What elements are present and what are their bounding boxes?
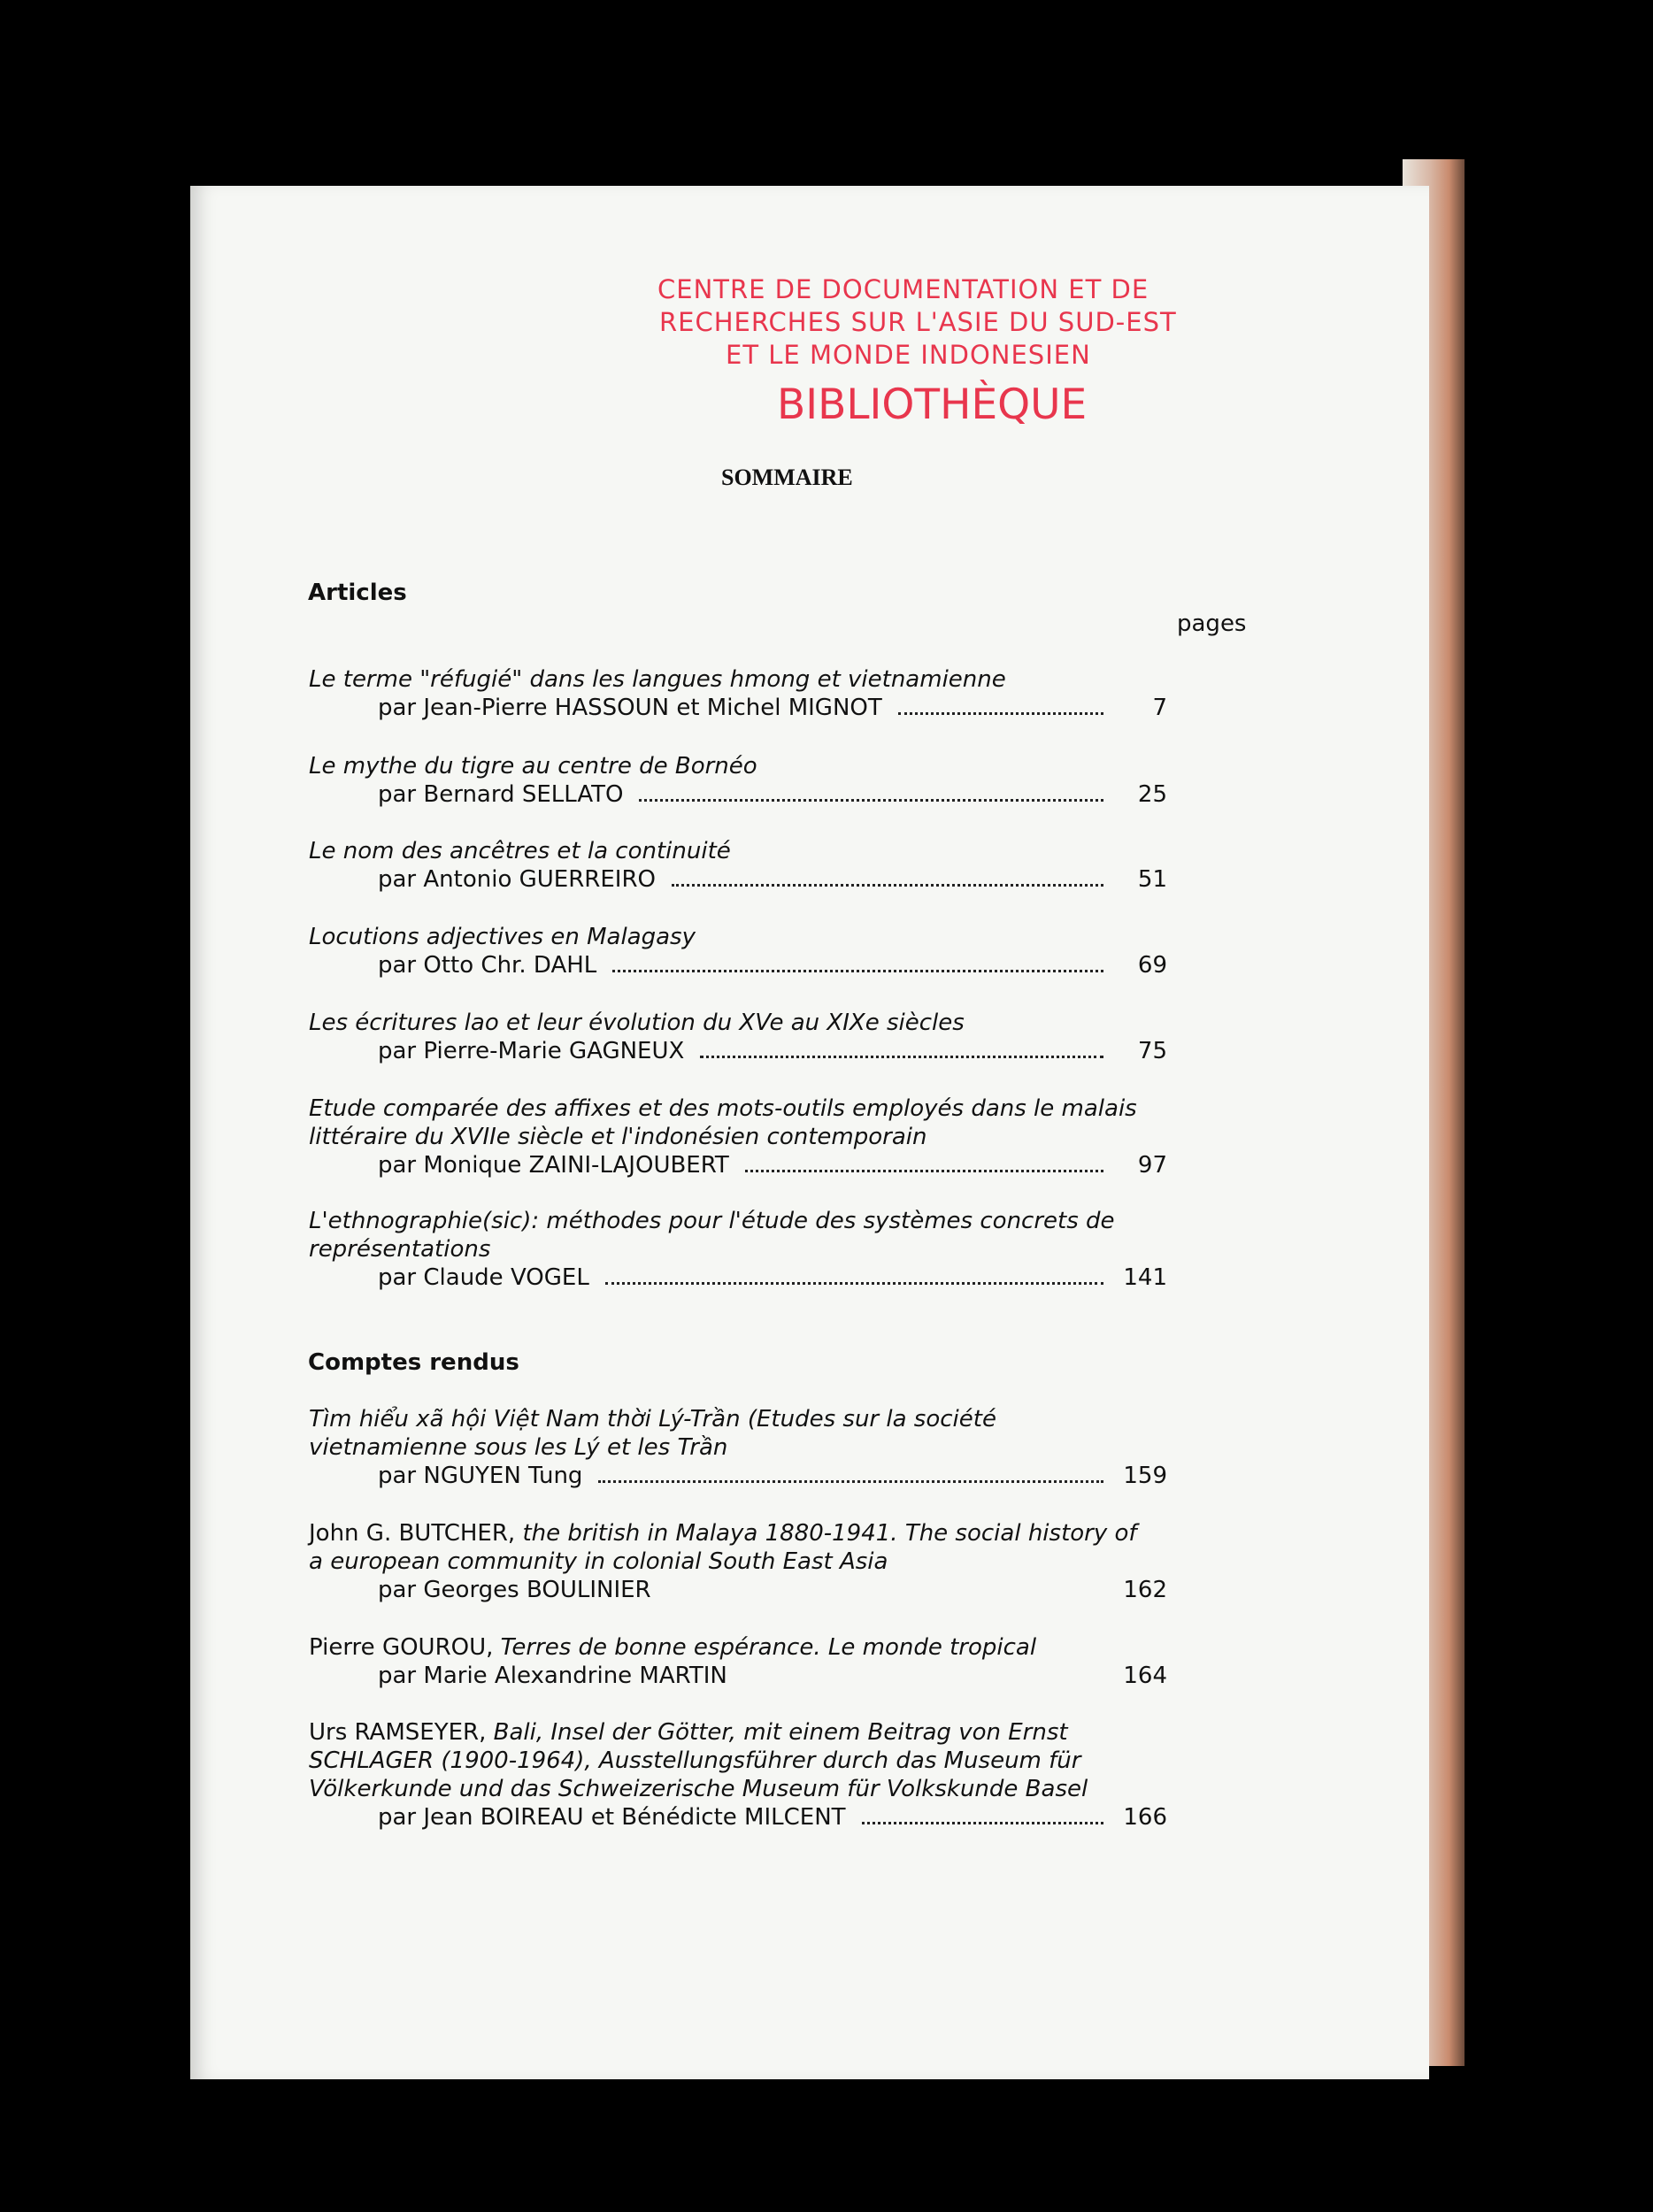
article-page: 75 <box>1137 1038 1167 1064</box>
review-entry <box>309 1633 1167 1690</box>
review-entry <box>309 1718 1167 1832</box>
stamp-line-4: BIBLIOTHÈQUE <box>777 380 1088 429</box>
articles-heading: Articles <box>308 580 407 606</box>
article-author: par Bernard SELLATO <box>378 781 624 808</box>
article-entry <box>309 1207 1167 1292</box>
review-page: 166 <box>1123 1804 1167 1831</box>
dot-leader <box>898 712 1103 715</box>
review-title: Terres de bonne espérance. Le monde tropical <box>500 1634 1037 1661</box>
review-lead: Pierre GOUROU, <box>309 1634 501 1661</box>
article-title: Le mythe du tigre au centre de Bornéo <box>309 753 757 780</box>
review-author: par Jean BOIREAU et Bénédicte MILCENT <box>378 1804 846 1831</box>
page-title: SOMMAIRE <box>721 465 853 490</box>
dot-leader <box>605 1282 1103 1285</box>
article-entry <box>309 923 1167 979</box>
article-author: par Monique ZAINI-LAJOUBERT <box>378 1152 729 1179</box>
review-entry <box>309 1519 1167 1604</box>
review-page: 162 <box>1123 1577 1167 1603</box>
review-lead: Urs RAMSEYER, <box>309 1719 494 1746</box>
review-lead: John G. BUTCHER, <box>309 1520 523 1547</box>
article-title: Les écritures lao et leur évolution du XVe au XIXe siècles <box>309 1010 965 1036</box>
article-author: par Claude VOGEL <box>378 1264 589 1291</box>
dot-leader <box>598 1480 1103 1483</box>
article-title: Le nom des ancêtres et la continuité <box>309 838 731 864</box>
article-page: 69 <box>1137 952 1167 979</box>
article-entry <box>309 752 1167 809</box>
review-author: par Marie Alexandrine MARTIN <box>378 1663 727 1689</box>
article-entry <box>309 1094 1167 1179</box>
review-page: 159 <box>1123 1463 1167 1489</box>
article-entry <box>309 1009 1167 1065</box>
dot-leader <box>612 970 1103 972</box>
dot-leader <box>745 1170 1103 1172</box>
article-author: par Antonio GUERREIRO <box>378 866 656 893</box>
review-entry <box>309 1405 1167 1490</box>
article-page: 7 <box>1152 695 1167 721</box>
dot-leader <box>639 799 1103 802</box>
article-page: 141 <box>1123 1264 1167 1291</box>
pages-column-header: pages <box>1177 611 1247 637</box>
dot-leader <box>672 884 1103 887</box>
dot-leader <box>700 1056 1103 1058</box>
review-title: the british in Malaya 1880-1941. The social history of a european community in colonial South East Asia <box>309 1520 1137 1575</box>
article-title: Etude comparée des affixes et des mots-outils employés dans le malais littéraire du XVIIe siècle et l'indonésien contemporain <box>309 1095 1137 1150</box>
article-page: 25 <box>1137 781 1167 808</box>
article-author: par Jean-Pierre HASSOUN et Michel MIGNOT <box>378 695 882 721</box>
article-entry <box>309 837 1167 894</box>
stamp-line-2: RECHERCHES SUR L'ASIE DU SUD-EST <box>659 307 1177 337</box>
article-title: Le terme "réfugié" dans les langues hmong et vietnamienne <box>309 666 1006 693</box>
stamp-line-1: CENTRE DE DOCUMENTATION ET DE <box>657 274 1149 304</box>
review-author: par NGUYEN Tung <box>378 1463 583 1489</box>
article-page: 51 <box>1137 866 1167 893</box>
article-author: par Otto Chr. DAHL <box>378 952 597 979</box>
article-author: par Pierre-Marie GAGNEUX <box>378 1038 685 1064</box>
review-title: Bali, Insel der Götter, mit einem Beitrag von Ernst SCHLAGER (1900-1964), Ausstellungsführer durch das Museum für Völkerkunde und das Schweizerische Museum für Volkskunde Basel <box>309 1719 1088 1802</box>
article-page: 97 <box>1137 1152 1167 1179</box>
review-author: par Georges BOULINIER <box>378 1577 651 1603</box>
review-subtitle: (Etudes sur la société vietnamienne sous les Lý et les Trần <box>309 1406 996 1461</box>
review-title: Tìm hiểu xã hội Việt Nam thời Lý-Trần <box>309 1406 741 1432</box>
stamp-line-3: ET LE MONDE INDONESIEN <box>726 340 1091 370</box>
dot-leader <box>862 1822 1103 1824</box>
review-page: 164 <box>1123 1663 1167 1689</box>
article-entry <box>309 665 1167 722</box>
reviews-heading: Comptes rendus <box>308 1349 519 1376</box>
article-title: Locutions adjectives en Malagasy <box>309 924 696 950</box>
article-title: L'ethnographie(sic): méthodes pour l'étude des systèmes concrets de représentations <box>309 1208 1115 1263</box>
